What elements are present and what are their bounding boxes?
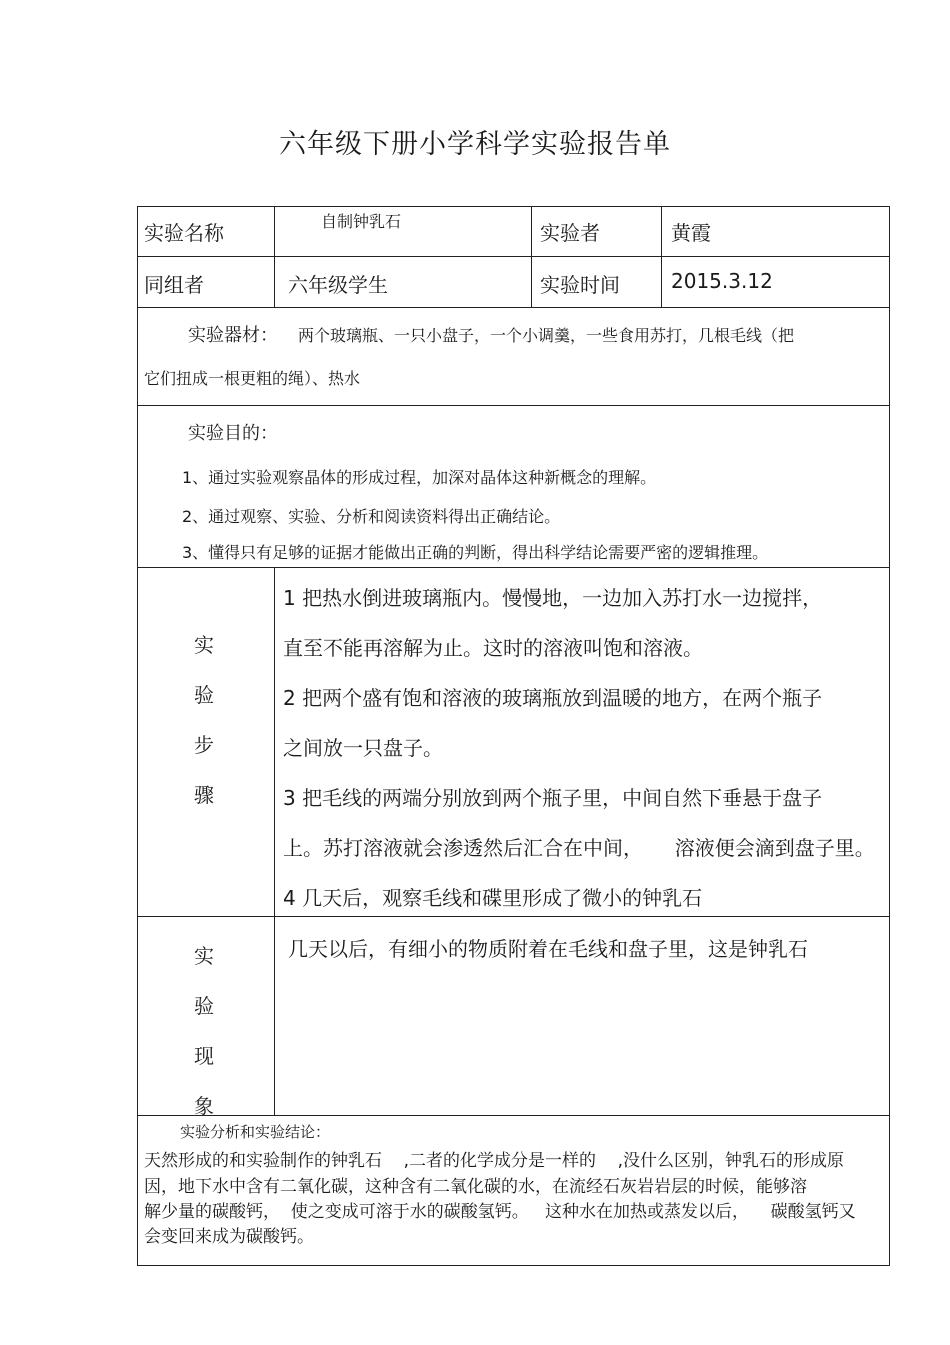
- name-label: 实验名称: [144, 221, 224, 245]
- step-line-6: 上。苏打溶液就会渗透然后汇合在中间， 溶液便会滴到盘子里。: [283, 836, 875, 860]
- col-divider: [661, 207, 662, 307]
- row-divider: [138, 567, 889, 568]
- phenomenon-text: 几天以后，有细小的物质附着在毛线和盘子里，这是钟乳石: [288, 937, 808, 961]
- step-line-4: 之间放一只盘子。: [283, 736, 443, 760]
- report-form: 实验名称 自制钟乳石 实验者 黄霞 同组者 六年级学生 实验时间 2015.3.12 实验器材： 两个玻璃瓶、一只小盘子，一个小调羹，一些食用苏打，几根毛线（把 它们扭成一根更粗的绳）、热水 实验目的： 1、通过实验观察晶体的形成过程，加深对晶体这种新概念的理解。 2、通过观察、实验、分析和阅读资料得出正确结论。 3、懂得只有足够的证据才能做出正确的判断，得出科学结论需要严密的逻辑推理。 实 验 步 骤 1 把热水倒进玻璃瓶内。慢慢地，一边加入苏打水一边搅拌， 直至不能再溶解为止。这时的溶液叫饱和溶液。 2 把两个盛有饱和溶液的玻璃瓶放到温暖的地方，在两个瓶子 之间放一只盘子。 3 把毛线的两端分别放到两个瓶子里，中间自然下垂悬于盘子 上。苏打溶液就会渗透然后汇合在中间， 溶液便会滴到盘子里。 4 几天后，观察毛线和碟里形成了微小的钟乳石 实 验 现 象 几天以后，有细小的物质附着在毛线和盘子里，这是钟乳石 实验分析和实验结论： 天然形成的和实验制作的钟乳石 ,二者的化学成分是一样的 ,没什么区别，钟乳石的形成原 因，地下水中含有二氧化碳，这种含有二氧化碳的水，在流经石灰岩岩层的时候，能够溶 解少量的碳酸钙， 使之变成可溶于水的碳酸氢钙。 这种水在加热或蒸发以后， 碳酸氢钙又 会变回来成为碳酸钙。: [137, 206, 890, 1266]
- conclusion-line-2: 因，地下水中含有二氧化碳，这种含有二氧化碳的水，在流经石灰岩岩层的时候，能够溶: [144, 1177, 807, 1197]
- row-divider: [138, 307, 889, 308]
- col-divider: [274, 207, 275, 307]
- row-divider: [138, 1115, 889, 1116]
- materials-label: 实验器材：: [188, 325, 278, 346]
- time-label: 实验时间: [540, 273, 620, 297]
- experimenter-label: 实验者: [540, 221, 600, 245]
- conclusion-line-1: 天然形成的和实验制作的钟乳石 ,二者的化学成分是一样的 ,没什么区别，钟乳石的形成原: [144, 1151, 845, 1171]
- experimenter-value: 黄霞: [671, 221, 711, 245]
- materials-line-1: 两个玻璃瓶、一只小盘子，一个小调羹，一些食用苏打，几根毛线（把: [298, 326, 795, 345]
- conclusion-line-4: 会变回来成为碳酸钙。: [144, 1227, 314, 1247]
- row-divider: [138, 256, 889, 257]
- time-value: 2015.3.12: [671, 269, 773, 293]
- step-line-3: 2 把两个盛有饱和溶液的玻璃瓶放到温暖的地方，在两个瓶子: [283, 686, 823, 710]
- col-divider: [274, 567, 275, 1115]
- purpose-item-1: 1、通过实验观察晶体的形成过程，加深对晶体这种新概念的理解。: [182, 468, 657, 487]
- step-line-5: 3 把毛线的两端分别放到两个瓶子里，中间自然下垂悬于盘子: [283, 786, 823, 810]
- row-divider: [138, 916, 889, 917]
- conclusion-line-3: 解少量的碳酸钙， 使之变成可溶于水的碳酸氢钙。 这种水在加热或蒸发以后， 碳酸氢钙又: [144, 1202, 856, 1222]
- report-title: 六年级下册小学科学实验报告单: [279, 129, 671, 160]
- col-divider: [531, 207, 532, 307]
- purpose-label: 实验目的：: [188, 423, 278, 444]
- step-line-1: 1 把热水倒进玻璃瓶内。慢慢地，一边加入苏打水一边搅拌，: [283, 586, 823, 610]
- materials-line-2: 它们扭成一根更粗的绳）、热水: [144, 369, 361, 388]
- row-divider: [138, 405, 889, 406]
- conclusion-label: 实验分析和实验结论：: [180, 1123, 331, 1141]
- purpose-item-2: 2、通过观察、实验、分析和阅读资料得出正确结论。: [182, 507, 561, 526]
- purpose-item-3: 3、懂得只有足够的证据才能做出正确的判断，得出科学结论需要严密的逻辑推理。: [182, 543, 769, 562]
- group-value: 六年级学生: [288, 273, 388, 297]
- group-label: 同组者: [144, 273, 204, 297]
- step-line-7: 4 几天后，观察毛线和碟里形成了微小的钟乳石: [283, 886, 703, 910]
- step-line-2: 直至不能再溶解为止。这时的溶液叫饱和溶液。: [283, 636, 703, 660]
- name-value: 自制钟乳石: [321, 212, 402, 231]
